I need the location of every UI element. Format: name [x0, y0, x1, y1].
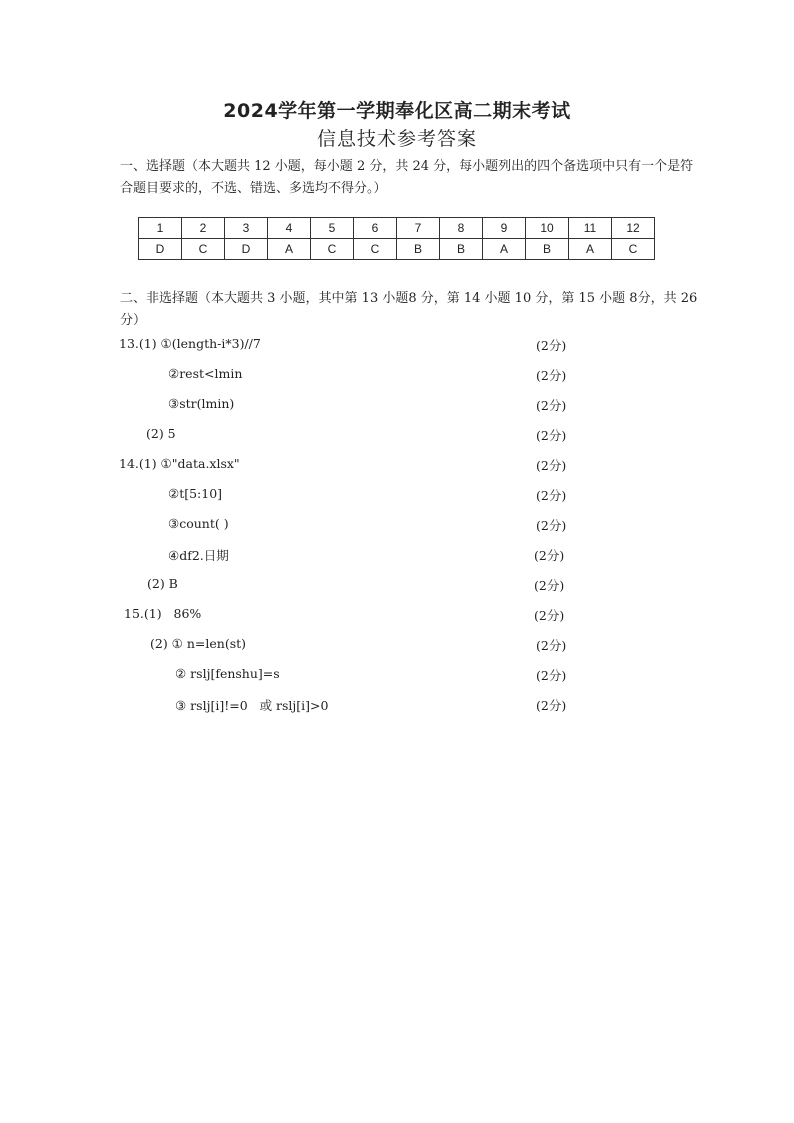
- exam-subtitle: 信息技术参考答案: [316, 128, 477, 150]
- answer-line: 14.(1) ①"data.xlsx": [119, 456, 240, 471]
- answer-line: ③count( ): [168, 516, 229, 531]
- answer-line: ② rslj[fenshu]=s: [175, 666, 280, 681]
- answer-cell: D: [225, 239, 268, 260]
- answer-cell: C: [354, 239, 397, 260]
- score-label: (2分): [536, 488, 567, 503]
- question-number: 2: [182, 218, 225, 239]
- score-label: (2分): [536, 458, 567, 473]
- answer-line: ④df2.日期: [168, 548, 229, 563]
- answer-cell: A: [268, 239, 311, 260]
- question-number: 1: [139, 218, 182, 239]
- answer-cell: B: [397, 239, 440, 260]
- exam-title: 2024学年第一学期奉化区高二期末考试: [223, 100, 571, 122]
- question-number: 9: [483, 218, 526, 239]
- answer-line: (2) 5: [146, 426, 176, 441]
- answer-line: 15.(1) 86%: [124, 606, 202, 621]
- answer-cell: B: [440, 239, 483, 260]
- score-label: (2分): [536, 518, 567, 533]
- score-label: (2分): [534, 608, 565, 623]
- section1-intro: 一、选择题（本大题共 12 小题，每小题 2 分，共 24 分，每小题列出的四个备选项中只有一个是符合题目要求的，不选、错选、多选均不得分。）: [120, 159, 694, 196]
- section2-intro: 二、非选择题（本大题共 3 小题，其中第 13 小题8 分，第 14 小题 10 分，第 15 小题 8分，共 26 分）: [120, 291, 698, 328]
- answer-line: ③ rslj[i]!=0 或 rslj[i]>0: [175, 698, 329, 713]
- answer-line: ③str(lmin): [168, 396, 235, 411]
- answer-cell: C: [612, 239, 655, 260]
- score-label: (2分): [536, 398, 567, 413]
- answer-cell: A: [569, 239, 612, 260]
- question-number: 7: [397, 218, 440, 239]
- question-number: 8: [440, 218, 483, 239]
- answer-line: ②rest<lmin: [168, 366, 243, 381]
- score-label: (2分): [534, 548, 565, 563]
- answer-line: (2) ① n=len(st): [150, 636, 247, 651]
- score-label: (2分): [534, 578, 565, 593]
- answer-line: (2) B: [147, 576, 178, 591]
- answer-line: 13.(1) ①(length-i*3)//7: [119, 336, 261, 351]
- answer-line: ②t[5:10]: [168, 486, 223, 501]
- score-label: (2分): [536, 368, 567, 383]
- question-number: 6: [354, 218, 397, 239]
- question-number: 10: [526, 218, 569, 239]
- answer-cell: A: [483, 239, 526, 260]
- question-number: 3: [225, 218, 268, 239]
- answer-cell: D: [139, 239, 182, 260]
- question-number-row: [139, 218, 655, 239]
- question-number: 5: [311, 218, 354, 239]
- question-number: 12: [612, 218, 655, 239]
- score-label: (2分): [536, 638, 567, 653]
- answer-cell: C: [311, 239, 354, 260]
- answer-cell: B: [526, 239, 569, 260]
- score-label: (2分): [536, 338, 567, 353]
- answer-cell: C: [182, 239, 225, 260]
- question-number: 11: [569, 218, 612, 239]
- question-number: 4: [268, 218, 311, 239]
- score-label: (2分): [536, 698, 567, 713]
- choice-answer-table: [138, 217, 655, 260]
- answer-row: [139, 239, 655, 260]
- score-label: (2分): [536, 428, 567, 443]
- score-label: (2分): [536, 668, 567, 683]
